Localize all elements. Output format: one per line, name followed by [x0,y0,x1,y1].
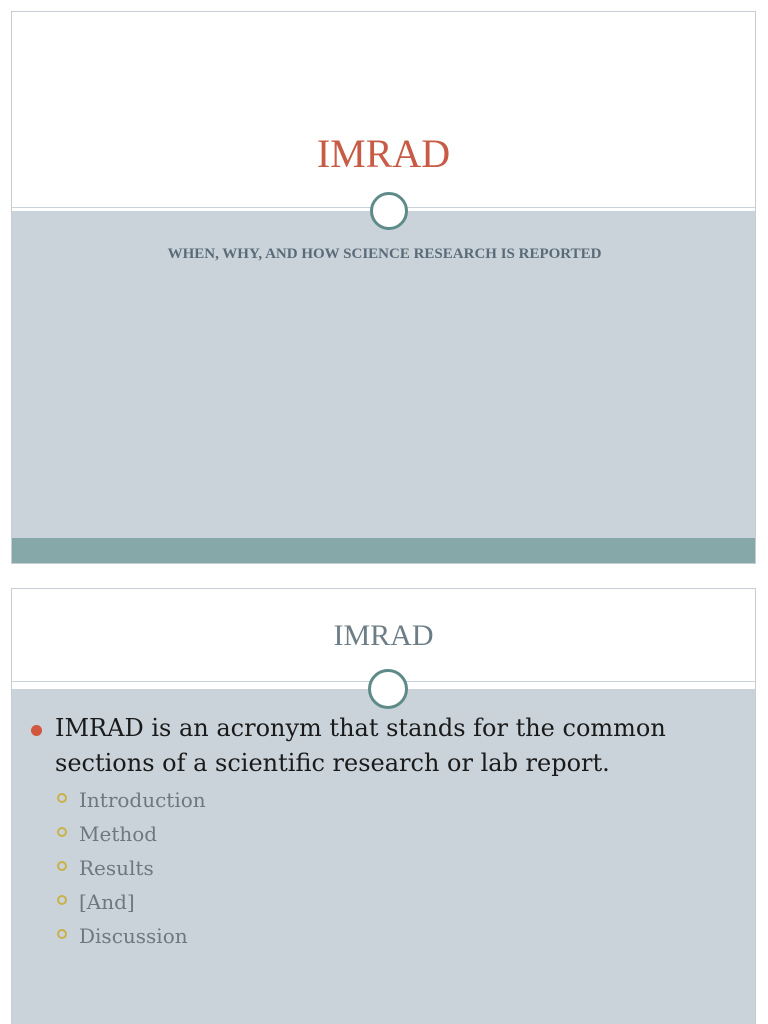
sub-bullet-list [57,786,206,956]
list-item-label: Results [79,856,154,880]
list-item-label: Introduction [79,788,206,812]
filled-circle-bullet-icon [31,725,42,736]
ring-bullet-icon [57,793,67,803]
ring-bullet-icon [57,929,67,939]
ring-bullet-icon [57,861,67,871]
list-item [57,854,206,888]
slide-1-title: IMRAD [316,131,451,176]
slide-2 [11,588,756,1024]
circle-ornament-icon [368,669,408,709]
list-item-label: Discussion [79,924,188,948]
ring-bullet-icon [57,827,67,837]
slide-1-footer-band [12,538,755,564]
circle-ornament-icon [370,192,408,230]
list-item-label: [And] [79,890,135,914]
slide-2-title: IMRAD [333,619,434,652]
list-item-label: Method [79,822,158,846]
list-item [57,922,206,956]
list-item [57,820,206,854]
slide-1 [11,11,756,564]
list-item [57,786,206,820]
slide-1-subtitle: WHEN, WHY, AND HOW SCIENCE RESEARCH IS REPORTED [167,246,602,262]
ring-bullet-icon [57,895,67,905]
list-item [57,888,206,922]
main-bullet-text: IMRAD is an acronym that stands for the common sections of a scientific research or lab report. [55,714,666,777]
slide-1-title-area [12,12,755,207]
